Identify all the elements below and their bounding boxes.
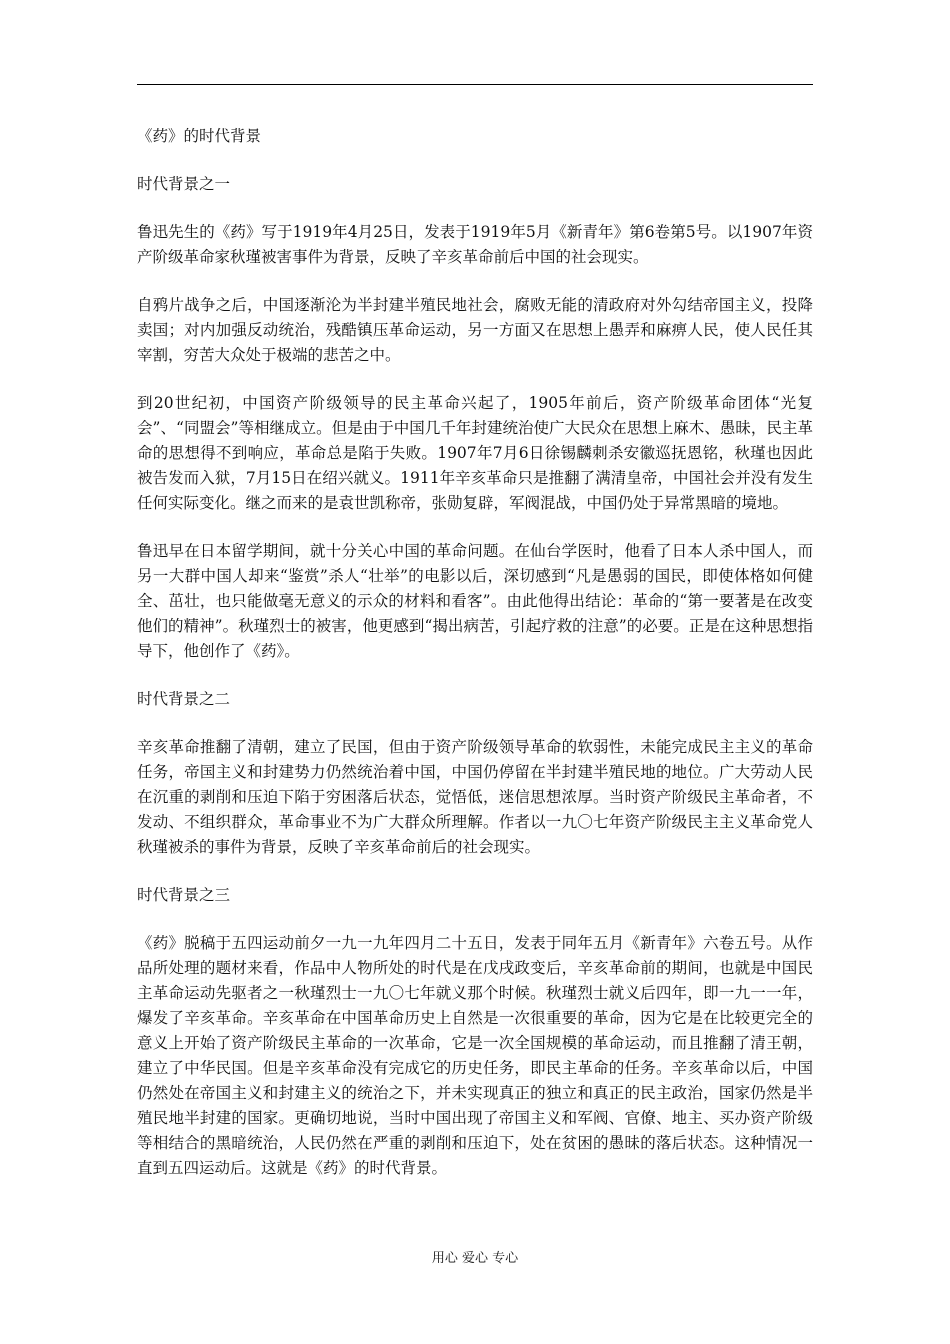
paragraph: 鲁迅早在日本留学期间，就十分关心中国的革命问题。在仙台学医时，他看了日本人杀中国人，而另一大群中国人却来“鉴赏”杀人“壮举”的电影以后，深切感到“凡是愚弱的国民，即使体格如何健全、茁壮，也只能做毫无意义的示众的材料和看客”。由此他得出结论：革命的“第一要著是在改变他们的精神”。秋瑾烈士的被害，他更感到“揭出病苦，引起疗救的注意”的必要。正是在这种思想指导下，他创作了《药》。 bbox=[137, 542, 813, 660]
paragraph: 鲁迅先生的《药》写于1919年4月25日，发表于1919年5月《新青年》第6卷第5号。以1907年资产阶级革命家秋瑾被害事件为背景，反映了辛亥革命前后中国的社会现实。 bbox=[137, 223, 813, 266]
section-heading-1: 时代背景之一 bbox=[137, 175, 231, 193]
paragraph: 《药》脱稿于五四运动前夕一九一九年四月二十五日，发表于同年五月《新青年》六卷五号。从作品所处理的题材来看，作品中人物所处的时代是在戊戌政变后，辛亥革命前的期间，也就是中国民主革命运动先驱者之一秋瑾烈士一九〇七年就义那个时候。秋瑾烈士就义后四年，即一九一一年，爆发了辛亥革命。辛亥革命在中国革命历史上自然是一次很重要的革命，因为它是在比较更完全的意义上开始了资产阶级民主革命的一次革命，它是一次全国规模的革命运动，而且推翻了清王朝，建立了中华民国。但是辛亥革命没有完成它的历史任务，即民主革命的任务。辛亥革命以后，中国仍然处在帝国主义和封建主义的统治之下，并未实现真正的独立和真正的民主政治，国家仍然是半殖民地半封建的国家。更确切地说，当时中国出现了帝国主义和军阀、官僚、地主、买办资产阶级等相结合的黑暗统治，人民仍然在严重的剥削和压迫下，处在贫困的愚昧的落后状态。这种情况一直到五四运动后。这就是《药》的时代背景。 bbox=[137, 934, 813, 1177]
section-heading-3: 时代背景之三 bbox=[137, 886, 231, 904]
paragraph: 辛亥革命推翻了清朝，建立了民国，但由于资产阶级领导革命的软弱性，未能完成民主主义的革命任务，帝国主义和封建势力仍然统治着中国，中国仍停留在半封建半殖民地的地位。广大劳动人民在沉重的剥削和压迫下陷于穷困落后状态，觉悟低，迷信思想浓厚。当时资产阶级民主革命者，不发动、不组织群众，革命事业不为广大群众所理解。作者以一九〇七年资产阶级民主主义革命党人秋瑾被杀的事件为背景，反映了辛亥革命前后的社会现实。 bbox=[137, 738, 813, 856]
document-title: 《药》的时代背景 bbox=[137, 127, 262, 145]
section-heading-2: 时代背景之二 bbox=[137, 690, 231, 708]
header-rule bbox=[137, 84, 813, 85]
page-footer: 用心 爱心 专心 bbox=[431, 1251, 519, 1266]
paragraph: 到20世纪初，中国资产阶级领导的民主革命兴起了，1905年前后，资产阶级革命团体“光复会”、“同盟会”等相继成立。但是由于中国几千年封建统治使广大民众在思想上麻木、愚昧，民主革命的思想得不到响应，革命总是陷于失败。1907年7月6日徐锡麟刺杀安徽巡抚恩铭，秋瑾也因此被告发而入狱，7月15日在绍兴就义。1911年辛亥革命只是推翻了满清皇帝，中国社会并没有发生任何实际变化。继之而来的是袁世凯称帝，张勋复辟，军阀混战，中国仍处于异常黑暗的境地。 bbox=[137, 394, 813, 512]
paragraph: 自鸦片战争之后，中国逐渐沦为半封建半殖民地社会，腐败无能的清政府对外勾结帝国主义，投降卖国；对内加强反动统治，残酷镇压革命运动，另一方面又在思想上愚弄和麻痹人民，使人民任其宰割，穷苦大众处于极端的悲苦之中。 bbox=[137, 296, 813, 364]
document-body bbox=[137, 124, 813, 1204]
